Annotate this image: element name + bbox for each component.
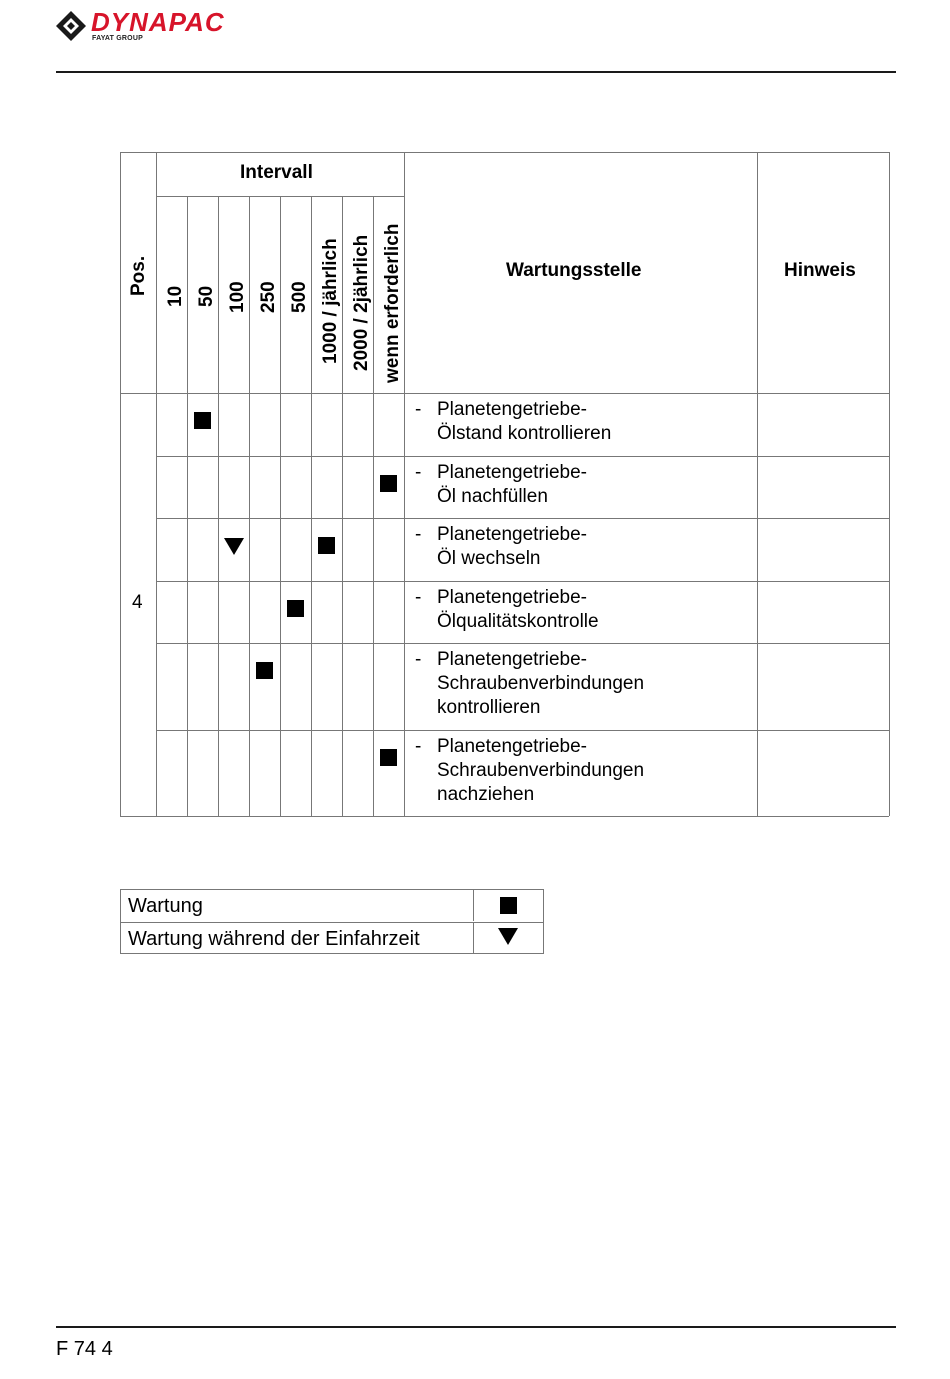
interval-col-100: 100 — [227, 281, 248, 313]
legend-symbol-cell — [473, 923, 544, 954]
header-bottom-line — [120, 393, 889, 394]
location-column-line — [404, 152, 405, 816]
table-border-left — [120, 152, 121, 816]
interval-col-250: 250 — [258, 281, 279, 313]
footer-rule — [56, 1326, 896, 1328]
note-column-line — [757, 152, 758, 816]
task-dash: - — [415, 462, 422, 483]
legend-table — [120, 889, 544, 954]
square-icon — [194, 412, 211, 429]
page-number: F 74 4 — [56, 1338, 113, 1360]
square-icon — [380, 749, 397, 766]
note-header: Hinweis — [784, 260, 856, 281]
interval-column-line — [342, 196, 343, 816]
brand-subtitle: FAYAT GROUP — [92, 35, 143, 42]
dynapac-diamond-icon — [55, 10, 87, 42]
task-dash: - — [415, 587, 422, 608]
task-description: Planetengetriebe- Ölqualitätskontrolle — [437, 587, 599, 632]
table-border-right — [889, 152, 890, 816]
table-border-top — [120, 152, 889, 153]
dynapac-logo — [55, 6, 315, 46]
pos-header: Pos. — [128, 255, 149, 296]
brand-name: DYNAPAC — [91, 7, 225, 37]
row-divider — [156, 643, 889, 644]
legend-row-break-in — [121, 922, 543, 954]
interval-column-line — [311, 196, 312, 816]
task-description: Planetengetriebe- Schraubenverbindungen kontrollieren — [437, 649, 645, 718]
legend-row-maintenance — [121, 890, 543, 921]
interval-column-line — [187, 196, 188, 816]
interval-col-50: 50 — [196, 285, 217, 307]
row-divider — [156, 730, 889, 731]
interval-column-line — [373, 196, 374, 816]
interval-column-line — [280, 196, 281, 816]
legend-symbol-cell — [473, 890, 544, 921]
interval-col-500: 500 — [289, 281, 310, 313]
task-description: Planetengetriebe- Öl nachfüllen — [437, 462, 587, 507]
interval-column-line — [218, 196, 219, 816]
interval-col-2000-biennial: 2000 / 2jährlich — [351, 234, 372, 371]
header-rule — [56, 71, 896, 73]
interval-column-line — [249, 196, 250, 816]
interval-col-1000-yearly: 1000 / jährlich — [320, 238, 341, 364]
triangle-down-icon — [224, 538, 244, 555]
square-icon — [380, 475, 397, 492]
task-dash: - — [415, 524, 422, 545]
triangle-down-icon — [498, 928, 518, 945]
interval-header: Intervall — [240, 162, 313, 183]
legend-label: Wartung — [128, 895, 203, 917]
task-dash: - — [415, 736, 422, 757]
task-description: Planetengetriebe- Schraubenverbindungen nachziehen — [437, 736, 645, 805]
square-icon — [287, 600, 304, 617]
square-icon — [256, 662, 273, 679]
square-icon — [318, 537, 335, 554]
interval-col-as-needed: wenn erforderlich — [382, 223, 403, 383]
pos-column-line — [156, 152, 157, 816]
row-divider — [156, 581, 889, 582]
task-dash: - — [415, 399, 422, 420]
legend-label: Wartung während der Einfahrzeit — [128, 928, 420, 950]
row-divider — [156, 518, 889, 519]
pos-value: 4 — [132, 592, 143, 613]
square-icon — [500, 897, 517, 914]
task-dash: - — [415, 649, 422, 670]
row-divider — [156, 456, 889, 457]
table-border-bottom — [120, 816, 889, 817]
location-header: Wartungsstelle — [506, 260, 642, 281]
interval-col-10: 10 — [165, 285, 186, 307]
task-description: Planetengetriebe- Ölstand kontrollieren — [437, 399, 612, 444]
task-description: Planetengetriebe- Öl wechseln — [437, 524, 587, 569]
